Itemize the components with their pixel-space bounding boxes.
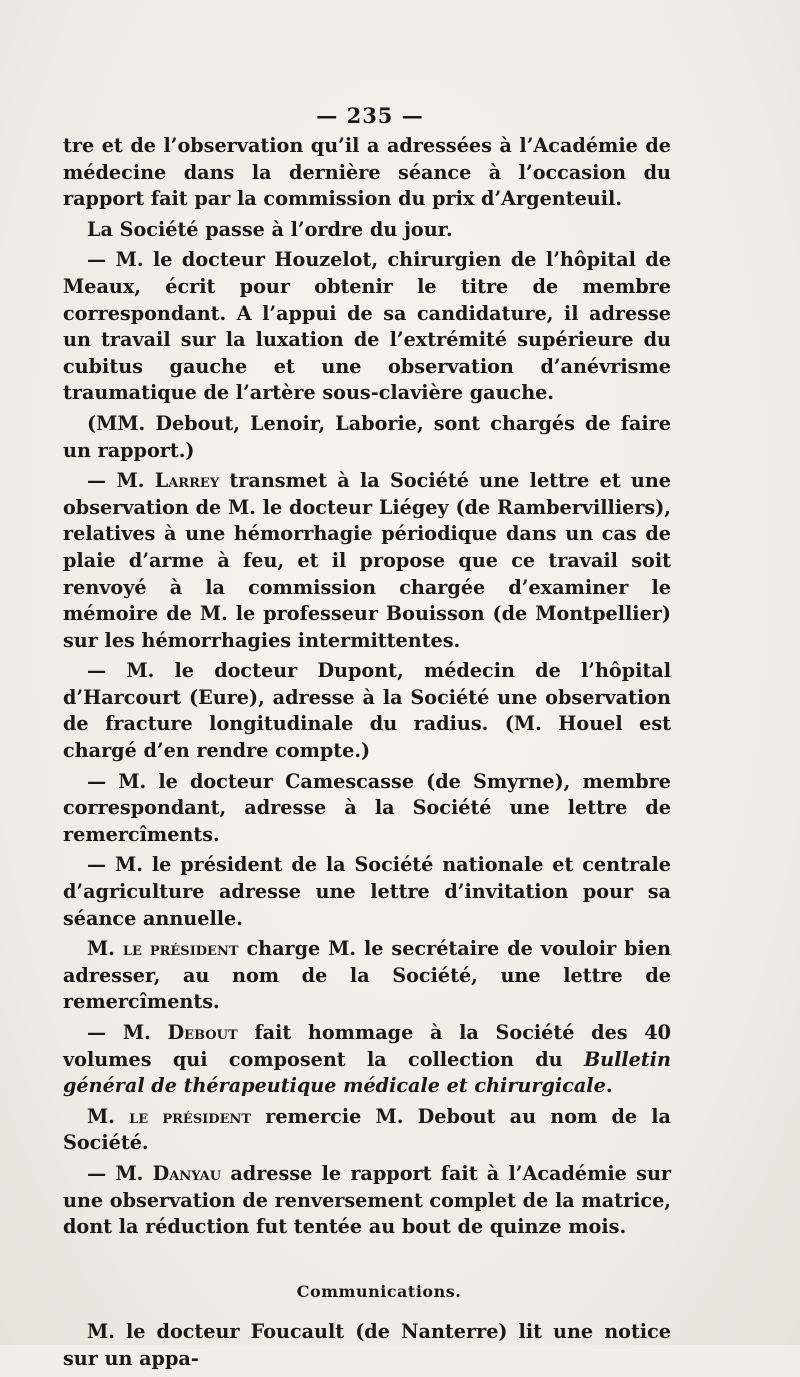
paragraph-body: adresse le rapport fait à l’Académie sur une observation de renversement complet de la matrice, dont la réduction fut tentée au bout de quinze mois. [63,1161,671,1239]
paragraph-foucault: M. le docteur Foucault (de Nanterre) lit une notice sur un appa- [63,1320,671,1370]
paragraph-body: remercie M. Debout au nom de la Société. [63,1104,671,1155]
paragraph-body: transmet à la Société une lettre et une observation de M. le docteur Liégey (de Rambervilliers), relatives à une hémorrhagie périodique dans un cas de plaie d’arme à feu, et il propose que ce travail soit renvoyé à la commission chargée d’examiner le mémoire de M. le professeur Bouisson (de Montpellier) sur les hémorrhagies intermittentes. [63,469,672,652]
paragraph-continuation: tre et de l’observation qu’il a adressées à l’Académie de médecine dans la dernière séance à l’occasion du rapport fait par la commission du prix d’Argenteuil. [63,134,671,211]
paragraph-order-of-day: La Société passe à l’ordre du jour. [87,217,453,241]
paragraph-prefix: — M. [87,469,155,493]
name-debout: Debout [167,1021,238,1044]
paragraph-prefix: — M. [87,1161,153,1185]
name-danyau: Danyau [152,1161,222,1185]
paragraph-prefix: M. [87,937,123,961]
paragraph-agriculture: — M. le président de la Société nationale et centrale d’agriculture adresse une lettre d’invitation pour sa séance annuelle. [63,853,671,930]
paragraph-suffix: . [605,1074,613,1098]
paragraph-debout-gift [63,1020,671,1100]
paragraph-danyau [63,1161,671,1241]
paragraph-prefix: M. [87,1104,130,1128]
paragraph-body: charge M. le secrétaire de vouloir bien adresser, au nom de la Société, une lettre de remercîments. [63,937,671,1014]
paragraph-houzelot: — M. le docteur Houzelot, chirurgien de l’hôpital de Meaux, écrit pour obtenir le titre de membre correspondant. A l’appui de sa candidature, il adresse un travail sur la luxation de l’extrémité supérieure du cubitus gauche et une observation d’anévrisme traumatique de l’artère sous-clavière gauche. [63,248,671,405]
publication-title: Bulletin général de thérapeutique médicale et chirurgicale [63,1047,671,1098]
paragraph-prefix: — M. [87,1021,168,1044]
paragraph-dupont: — M. le docteur Dupont, médecin de l’hôpital d’Harcourt (Eure), adresse à la Société une observation de fracture longitudinale du radius. (M. Houel est chargé d’en rendre compte.) [63,659,671,763]
name-president: le président [129,1104,252,1128]
body-text [63,133,671,1377]
paragraph-body: fait hommage à la Société des 40 volumes qui composent la collection du [63,1021,671,1071]
name-president: le président [122,937,239,961]
page-number: — 235 — [316,103,424,128]
paragraph-committee: (MM. Debout, Lenoir, Laborie, sont chargés de faire un rapport.) [63,411,671,462]
section-heading: Communications. [296,1281,462,1301]
paragraph-larrey [63,468,671,654]
paragraph-president-debout [63,1104,671,1157]
name-larrey: Larrey [154,469,220,493]
paragraph-president-thanks [63,936,671,1016]
paragraph-camescasse: — M. le docteur Camescasse (de Smyrne), membre correspondant, adresse à la Société une lettre de remercîments. [63,769,671,846]
